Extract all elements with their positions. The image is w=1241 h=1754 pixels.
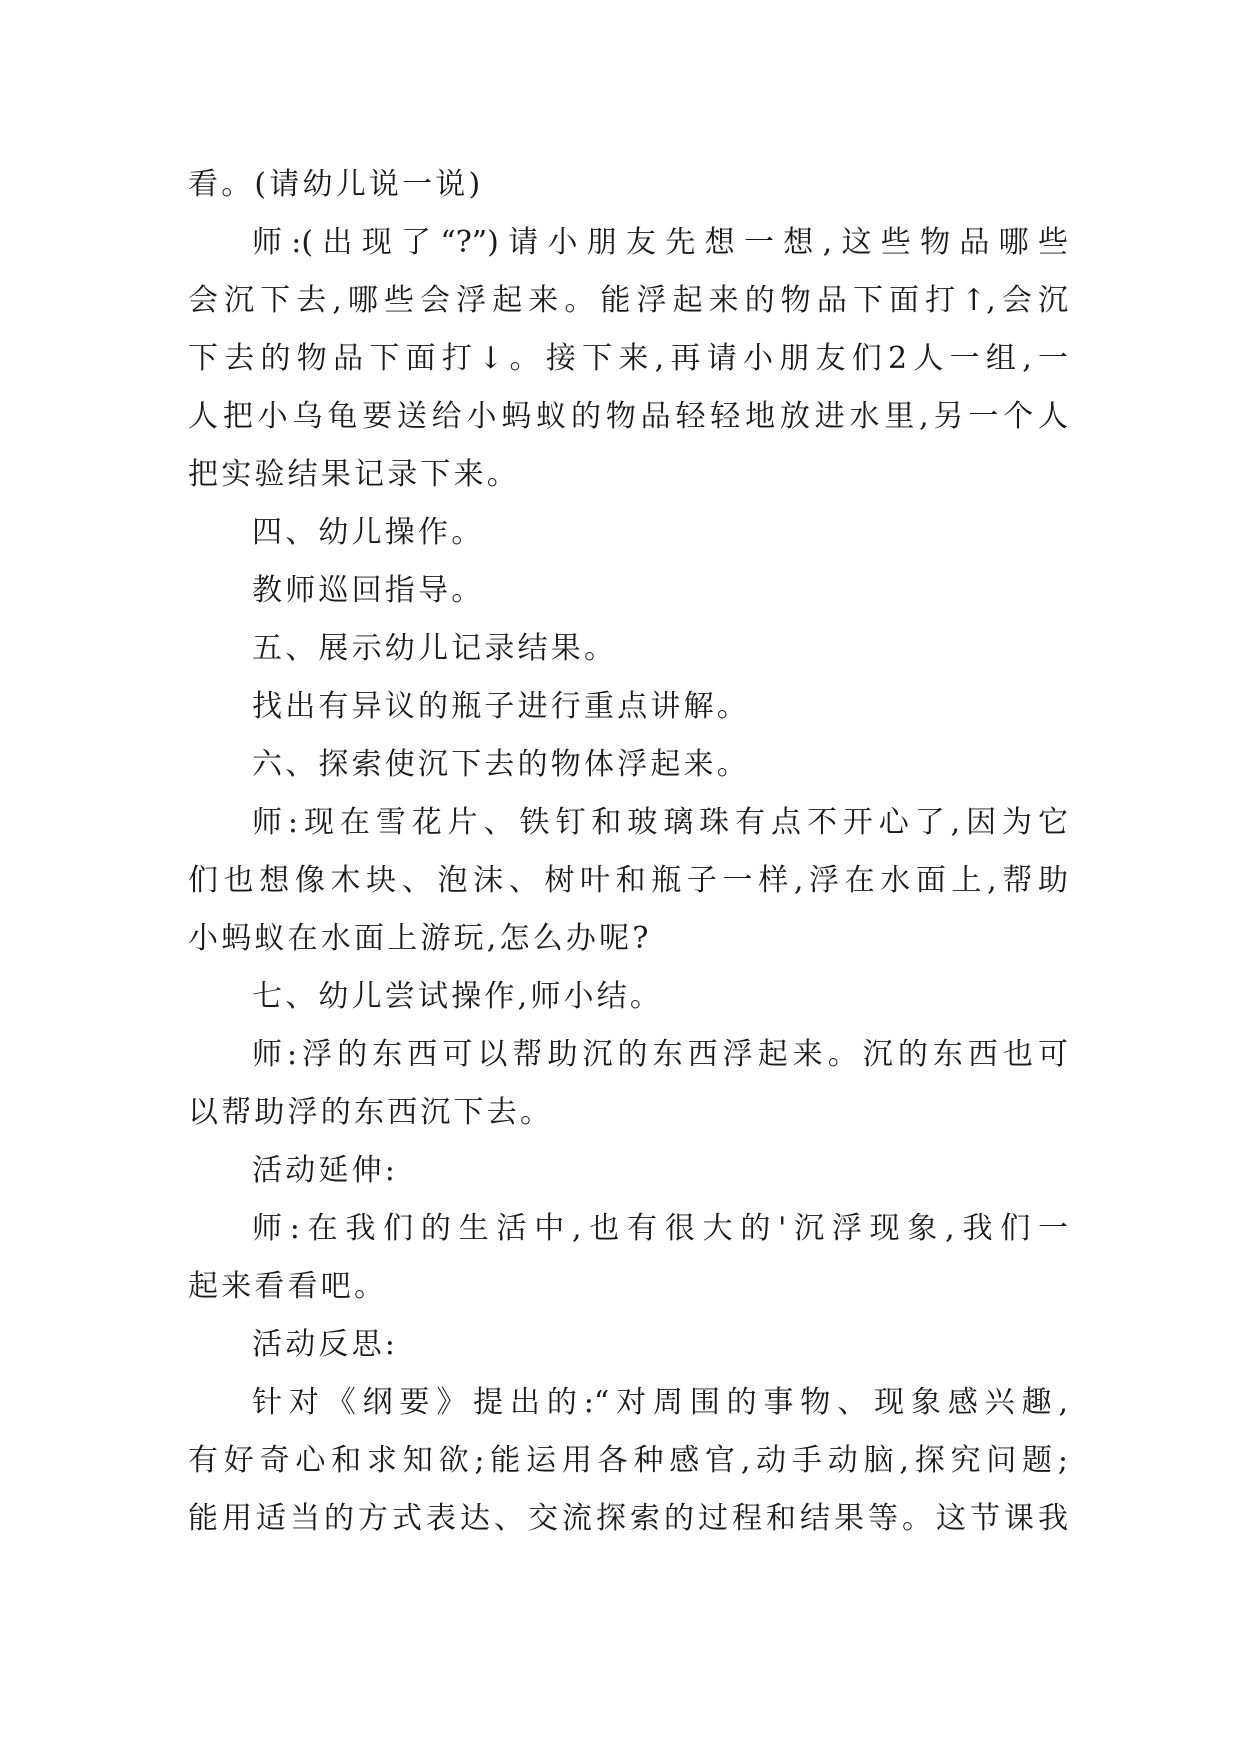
text-line: 针对《纲要》提出的:“对周围的事物、现象感兴趣, [252,1385,1068,1420]
text-line: 能用适当的方式表达、交流探索的过程和结果等。这节课我 [188,1501,1068,1536]
text-line: 下去的物品下面打↓。接下来,再请小朋友们2人一组,一 [188,341,1068,376]
document-body [188,156,1068,1548]
section-heading: 活动反思: [252,1327,399,1362]
text-line: 们也想像木块、泡沫、树叶和瓶子一样,浮在水面上,帮助 [188,863,1068,898]
text-line: 把实验结果记录下来。 [188,457,520,492]
section-heading: 活动延伸: [252,1153,399,1188]
text-line: 师:浮的东西可以帮助沉的东西浮起来。沉的东西也可 [252,1037,1068,1072]
section-heading: 四、幼儿操作。 [252,515,485,550]
text-line: 人把小乌龟要送给小蚂蚁的物品轻轻地放进水里,另一个人 [188,399,1068,434]
text-line: 师:(出现了“?”)请小朋友先想一想,这些物品哪些 [252,225,1068,260]
section-heading: 六、探索使沉下去的物体浮起来。 [252,747,750,782]
text-line: 有好奇心和求知欲;能运用各种感官,动手动脑,探究问题; [188,1443,1068,1478]
text-line: 看。(请幼儿说一说) [188,167,484,202]
text-line: 师:现在雪花片、铁钉和玻璃珠有点不开心了,因为它 [252,805,1068,840]
section-heading: 七、幼儿尝试操作,师小结。 [252,979,664,1014]
section-heading: 五、展示幼儿记录结果。 [252,631,618,666]
text-line: 以帮助浮的东西沉下去。 [188,1095,554,1130]
text-line: 起来看看吧。 [188,1269,388,1304]
text-line: 会沉下去,哪些会浮起来。能浮起来的物品下面打↑,会沉 [188,283,1068,318]
text-line: 师:在我们的生活中,也有很大的'沉浮现象,我们一 [252,1211,1068,1246]
text-line: 找出有异议的瓶子进行重点讲解。 [252,689,750,724]
text-line: 教师巡回指导。 [252,573,485,608]
text-line: 小蚂蚁在水面上游玩,怎么办呢? [188,921,652,956]
